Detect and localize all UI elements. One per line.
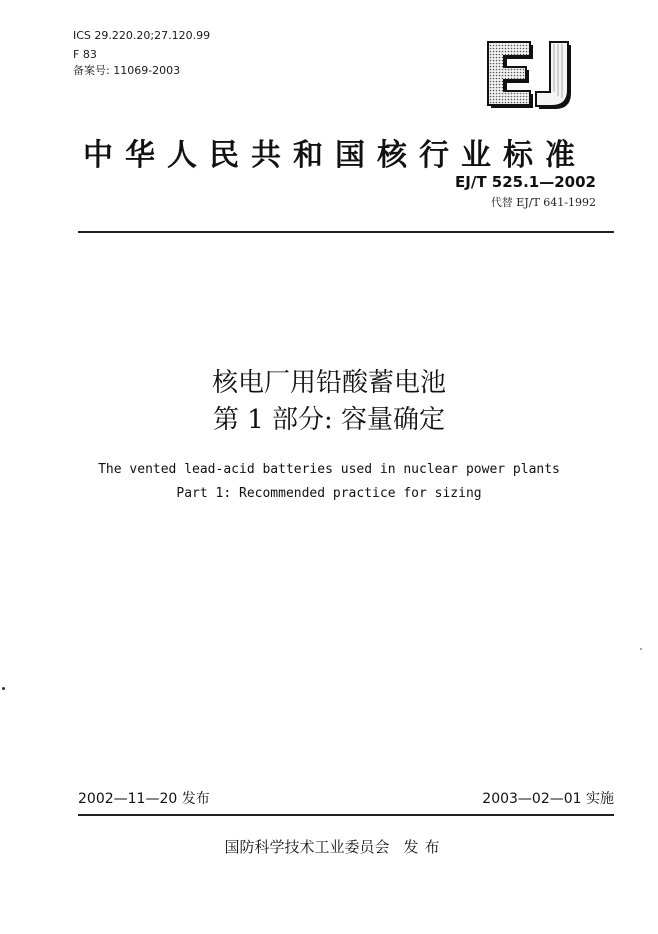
scan-speck [2, 687, 5, 690]
publisher-name: 国防科学技术工业委员会 [224, 838, 390, 856]
zh-title-line-1: 核电厂用铅酸蓄电池 [211, 368, 446, 398]
replaces-standard: 代替 EJ/T 641-1992 [490, 196, 596, 209]
publish-label: 发布 [403, 838, 446, 856]
publisher [0, 836, 658, 857]
issue-date: 2002—11—20 发布 [78, 791, 210, 807]
classification-code: F 83 [73, 48, 97, 61]
en-title-line-2: Part 1: Recommended practice for sizing [176, 486, 482, 501]
header-divider [78, 231, 614, 233]
standard-code: EJ/T 525.1—2002 [455, 173, 596, 191]
en-title-line-1: The vented lead-acid batteries used in nuclear power plants [98, 462, 560, 477]
document-category-title: 中华人民共和国核行业标准 [83, 138, 587, 173]
scan-speck [640, 648, 642, 650]
ej-logo [480, 38, 580, 110]
implementation-date: 2003—02—01 实施 [482, 791, 614, 807]
zh-title-line-2: 第 1 部分: 容量确定 [212, 405, 446, 435]
footer-divider [78, 814, 614, 816]
record-number: 备案号: 11069-2003 [73, 64, 181, 77]
ics-code: ICS 29.220.20;27.120.99 [73, 29, 211, 42]
